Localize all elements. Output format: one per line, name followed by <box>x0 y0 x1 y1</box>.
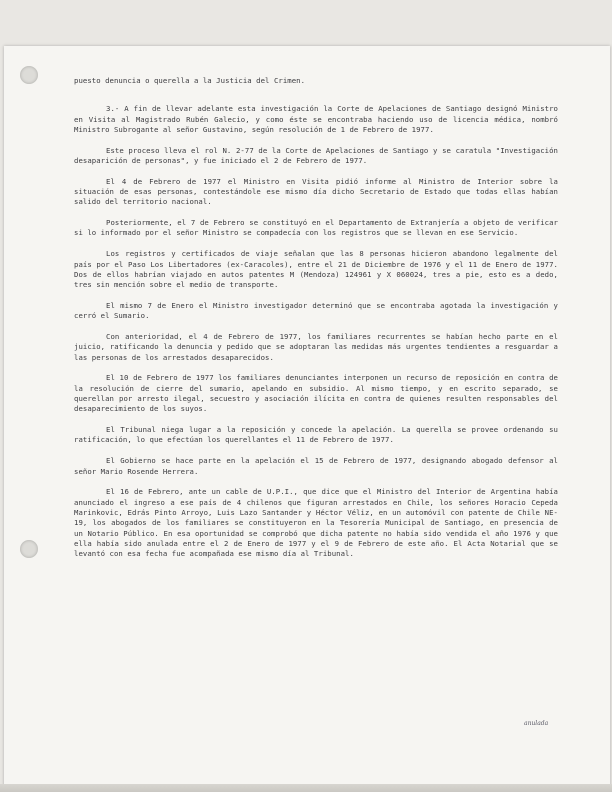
paragraph: Posteriormente, el 7 de Febrero se constituyó en el Departamento de Extranjería a objeto de verificar si lo informado por el señor Ministro se compadecía con los registros que se llevan en ese Servicio. <box>74 218 558 238</box>
handwritten-annotation: anulada <box>524 720 549 727</box>
paragraph: El Tribunal niega lugar a la reposición y concede la apelación. La querella se provee ordenando su ratificación, lo que efectúan los querellantes el 11 de Febrero de 1977. <box>74 425 558 445</box>
paragraph: puesto denuncia o querella a la Justicia del Crimen. <box>74 76 306 85</box>
paragraph: El mismo 7 de Enero el Ministro investigador determinó que se encontraba agotada la investigación y cerró el Sumario. <box>74 300 558 321</box>
punch-hole <box>20 66 38 84</box>
punch-hole <box>20 540 38 558</box>
scan-edge <box>0 784 612 792</box>
paragraph: Este proceso lleva el rol N. 2-77 de la Corte de Apelaciones de Santiago y se caratula "Investigación desaparición de personas", y fue iniciado el 2 de Febrero de 1977. <box>74 145 558 165</box>
paragraph: El 4 de Febrero de 1977 el Ministro en Visita pidió informe al Ministro de Interior sobre la situación de esas personas, contestándole ese mismo día dicho Secretario de Estado que todas ellas habían salido del territorio nacional. <box>74 176 558 207</box>
paragraph: Los registros y certificados de viaje señalan que las 8 personas hicieron abandono legalmente del país por el Paso Los Libertadores (ex-Caracoles), entre el 21 de Diciembre de 1976 y el 11 de Enero de 1977. Dos de ellos habrían viajado en autos patentes M (Mendoza) 124961 y X 060024, tres a pie, esto es a dedo, tres sin mención sobre el medio de transporte. <box>74 249 558 290</box>
paragraph: El Gobierno se hace parte en la apelación el 15 de Febrero de 1977, designando abogado defensor al señor Mario Rosende Herrera. <box>74 456 558 476</box>
paragraph: Con anterioridad, el 4 de Febrero de 1977, los familiares recurrentes se habían hecho parte en el juicio, ratificando la denuncia y pedido que se adoptaran las medidas más urgentes tendientes a resguardar a las personas de los arrestados desaparecidos. <box>74 332 558 362</box>
paragraph: El 16 de Febrero, ante un cable de U.P.I., que dice que el Ministro del Interior de Argentina había anunciado el ingreso a ese país de 4 chilenos que figuran arrestados en Chile, los señores Horacio Cepeda Marinkovic, Edrás Pinto Arroyo, Luis Lazo Santander y Héctor Véliz, en un automóvil con patente de Chile NE-19, los abogados de los familiares se constituyeron en la Tesorería Municipal de Santiago, en presencia de un Notario Público. En esa oportunidad se comprobó que dicha patente no había sido vendida el año 1976 y que ella había sido anulada entre el 2 de Enero de 1977 y el 9 de Febrero de este año. El Acta Notarial que se levantó con esa fecha fue acompañada ese mismo día al Tribunal. <box>74 487 558 559</box>
paragraph: 3.- A fin de llevar adelante esta investigación la Corte de Apelaciones de Santiago designó Ministro en Visita al Magistrado Rubén Galecio, y como éste se encontraba haciendo uso de licencia médica, nombró Ministro Subrogante al señor Gustavino, según resolución de 1 de Febrero de 1977. <box>74 104 558 134</box>
document-body <box>74 76 558 570</box>
paragraph: El 10 de Febrero de 1977 los familiares denunciantes interponen un recurso de reposición en contra de la resolución de cierre del sumario, apelando en subsidio. Al mismo tiempo, y en escrito separado, se querellan por arresto ilegal, secuestro y asociación ilícita en contra de quienes resulten responsables del desaparecimiento de los suyos. <box>74 373 558 414</box>
